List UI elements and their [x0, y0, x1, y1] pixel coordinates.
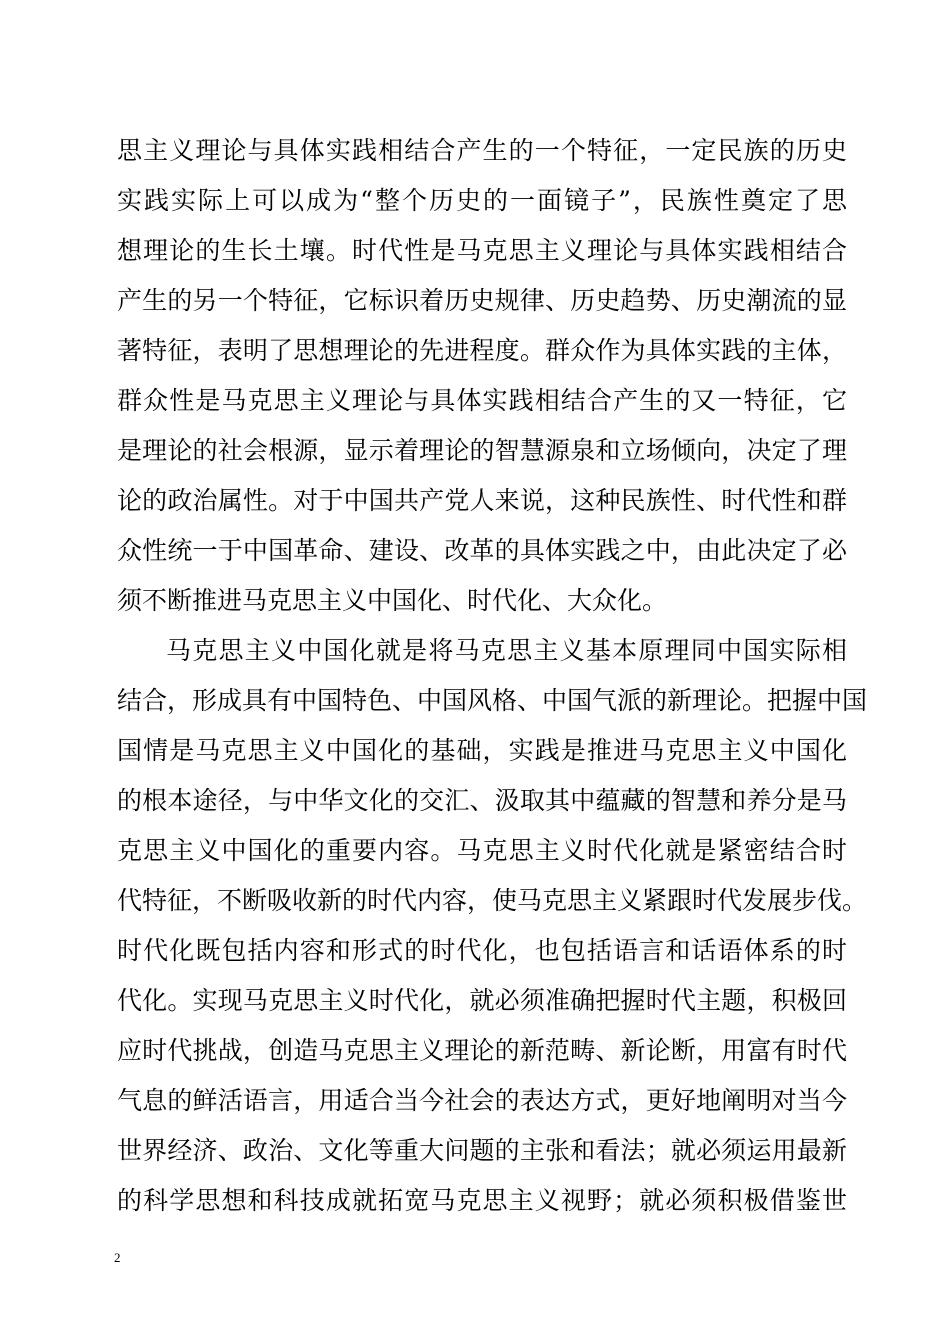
text-line-paragraph-end: 须不断推进马克思主义中国化、时代化、大众化。 [117, 586, 668, 615]
text-line: 应时代挑战，创造马克思主义理论的新范畴、新论断，用富有时代 [117, 1036, 847, 1065]
text-line: 著特征，表明了思想理论的先进程度。群众作为具体实践的主体， [117, 336, 847, 365]
text-line: 代化。实现马克思主义时代化，就必须准确把握时代主题，积极回 [117, 986, 847, 1015]
text-line: 论的政治属性。对于中国共产党人来说，这种民族性、时代性和群 [117, 486, 847, 515]
text-line: 是理论的社会根源，显示着理论的智慧源泉和立场倾向，决定了理 [117, 436, 847, 465]
text-line: 实践实际上可以成为“整个历史的一面镜子”，民族性奠定了思 [117, 186, 847, 215]
text-line: 国情是马克思主义中国化的基础，实践是推进马克思主义中国化 [117, 736, 847, 765]
text-line: 克思主义中国化的重要内容。马克思主义时代化就是紧密结合时 [117, 836, 847, 865]
text-line: 时代化既包括内容和形式的时代化，也包括语言和话语体系的时 [117, 936, 847, 965]
text-line: 的根本途径，与中华文化的交汇、汲取其中蕴藏的智慧和养分是马 [117, 786, 847, 815]
text-line: 思主义理论与具体实践相结合产生的一个特征，一定民族的历史 [117, 136, 847, 165]
text-line: 群众性是马克思主义理论与具体实践相结合产生的又一特征，它 [117, 386, 847, 415]
text-line: 代特征，不断吸收新的时代内容，使马克思主义紧跟时代发展步伐。 [117, 886, 868, 915]
text-line: 众性统一于中国革命、建设、改革的具体实践之中，由此决定了必 [117, 536, 847, 565]
text-line: 气息的鲜活语言，用适合当今社会的表达方式，更好地阐明对当今 [117, 1086, 847, 1115]
text-line: 世界经济、政治、文化等重大问题的主张和看法；就必须运用最新 [117, 1136, 847, 1165]
text-line: 的科学思想和科技成就拓宽马克思主义视野；就必须积极借鉴世 [117, 1186, 847, 1215]
text-line: 产生的另一个特征，它标识着历史规律、历史趋势、历史潮流的显 [117, 286, 847, 315]
text-line-paragraph-start: 马克思主义中国化就是将马克思主义基本原理同中国实际相 [166, 636, 847, 665]
text-line: 想理论的生长土壤。时代性是马克思主义理论与具体实践相结合 [117, 236, 847, 265]
text-line: 结合，形成具有中国特色、中国风格、中国气派的新理论。把握中国 [117, 686, 868, 715]
page-number: 2 [114, 1250, 121, 1265]
